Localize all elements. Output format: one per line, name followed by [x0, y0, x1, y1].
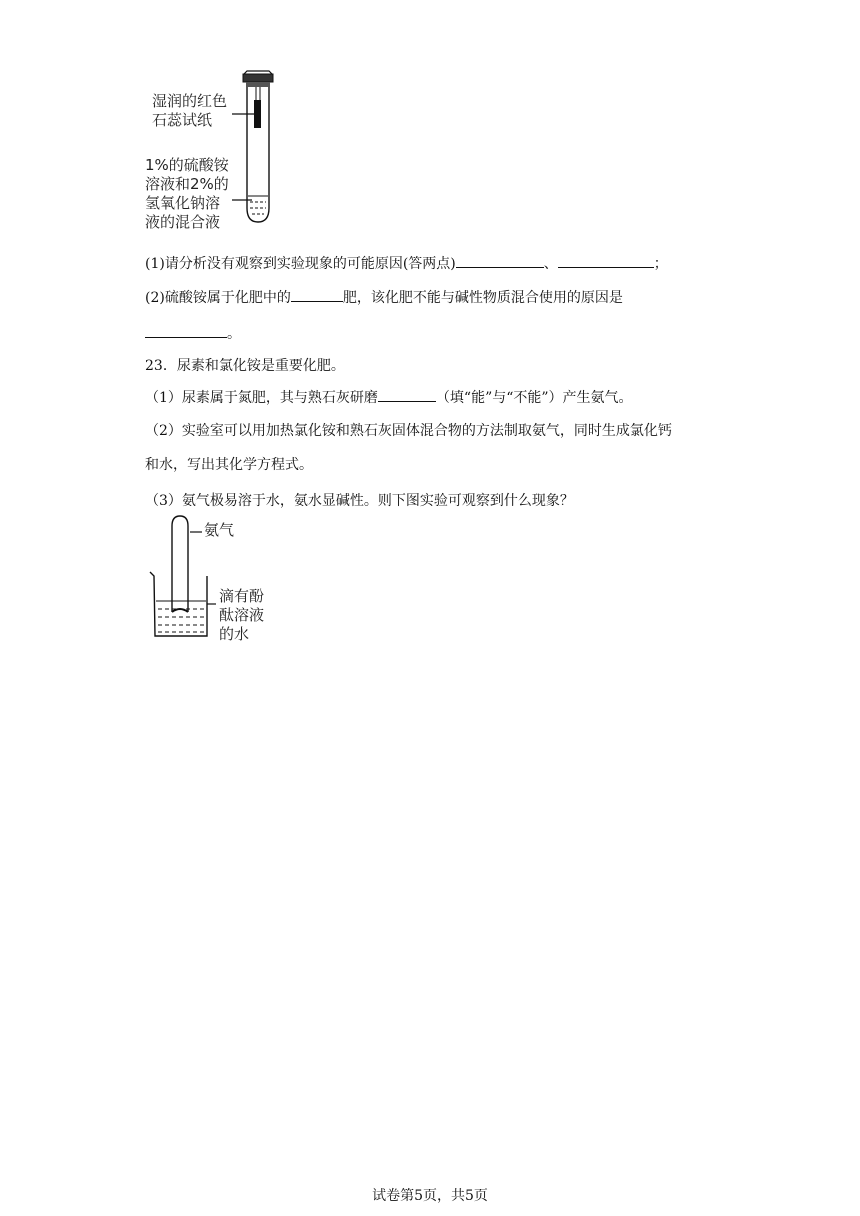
figure2-label-ammonia: 氨气	[204, 521, 235, 539]
q22-part1: (1)请分析没有观察到实验现象的可能原因(答两点) 、 ；	[145, 252, 668, 275]
q23-part2-line1: （2）实验室可以用加热氯化铵和熟石灰固体混合物的方法制取氨气，同时生成氯化钙	[145, 423, 672, 439]
q22-part2-cont: 。	[145, 322, 241, 345]
figure2-label-water: 滴有酚 酞溶液 的水	[219, 587, 265, 643]
figure1-label-litmus: 湿润的红色 石蕊试纸	[152, 92, 228, 129]
q22-part2: (2)硫酸铵属于化肥中的 肥，该化肥不能与碱性物质混合使用的原因是	[145, 286, 623, 309]
figure1-label-mixture: 1%的硫酸铵 溶液和2%的 氢氧化钠溶 液的混合液	[145, 156, 229, 231]
q23-part1: （1）尿素属于氮肥，其与熟石灰研磨 （填“能”与“不能”）产生氨气。	[145, 386, 633, 409]
q23-part2-line2: 和水，写出其化学方程式。	[145, 457, 313, 473]
q23-part3: （3）氨气极易溶于水，氨水显碱性。则下图实验可观察到什么现象？	[145, 493, 574, 509]
page-footer: 试卷第5页，共5页	[372, 1188, 488, 1204]
q23-title: 23．尿素和氯化铵是重要化肥。	[145, 358, 345, 374]
